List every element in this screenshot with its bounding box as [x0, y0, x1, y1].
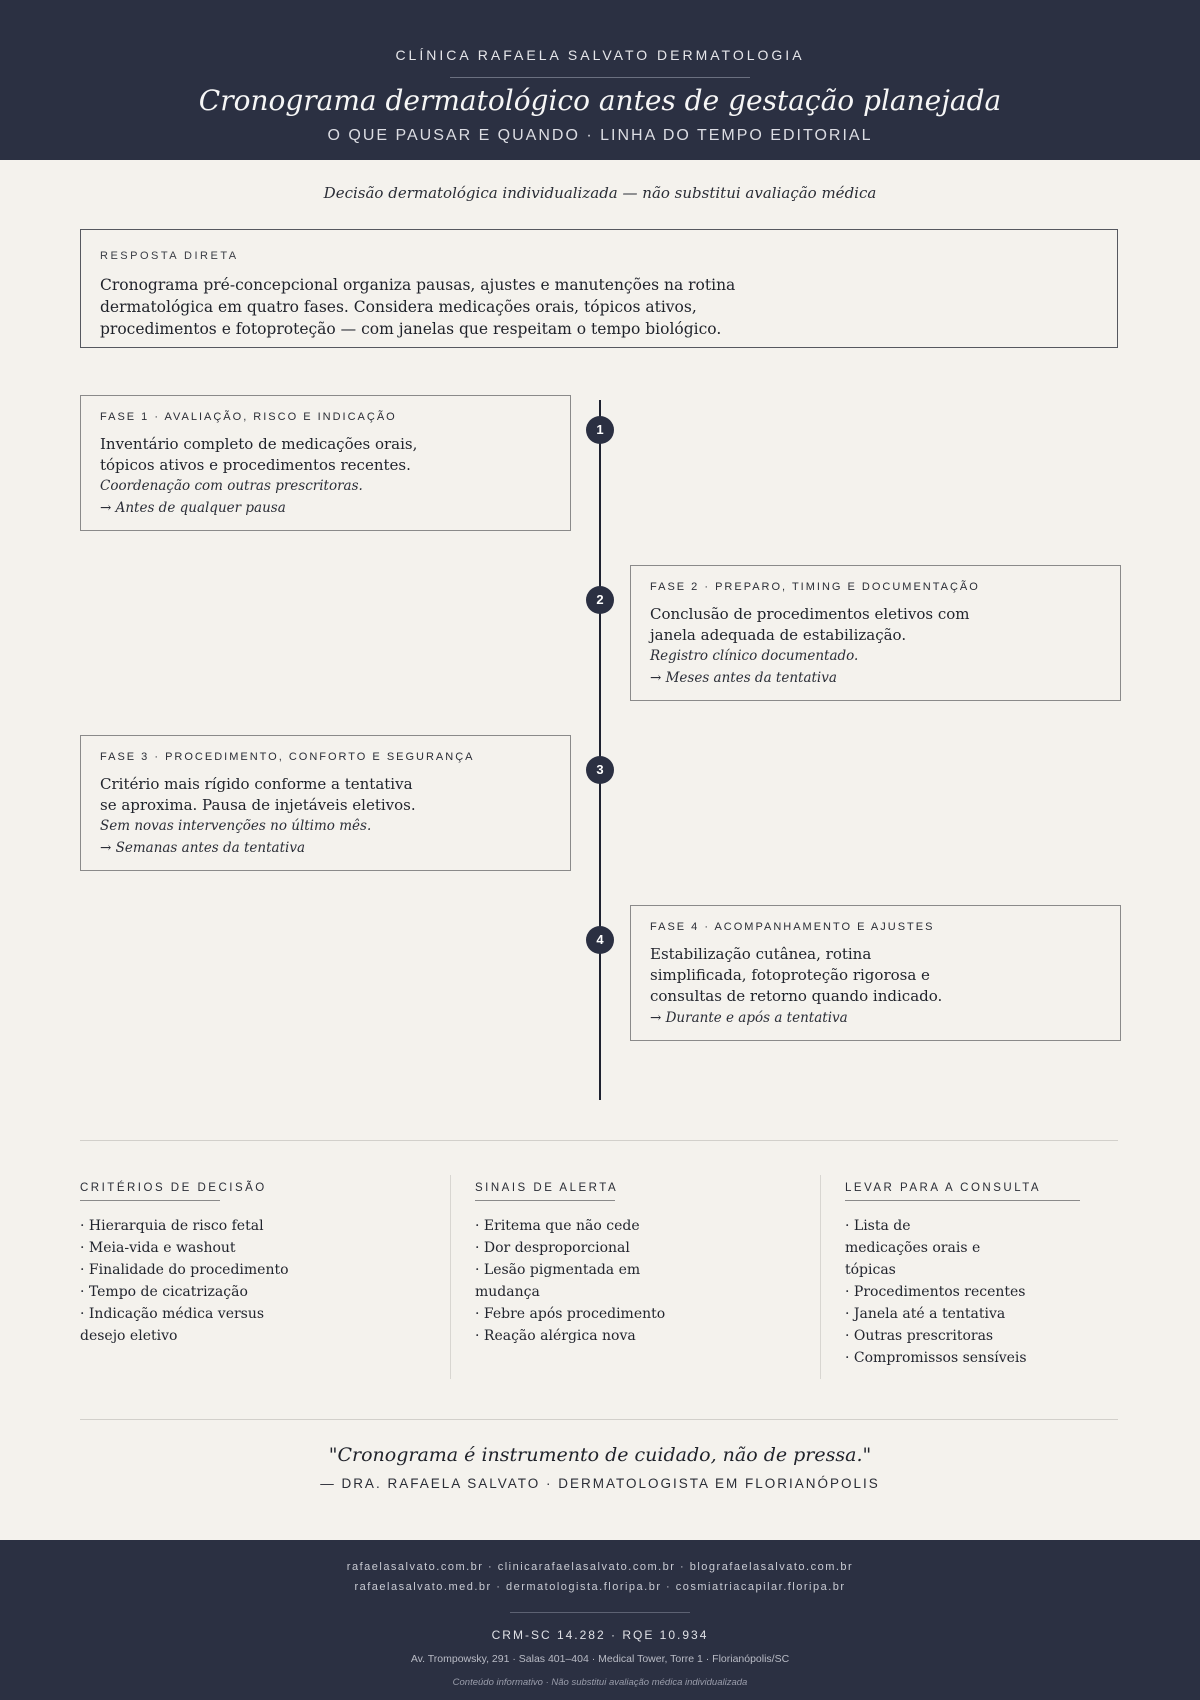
list-item: · Eritema que não cede [475, 1218, 640, 1234]
footer-links-line-1: rafaelasalvato.com.br · clinicarafaelasalvato.com.br · blografaelasalvato.com.br [346, 1561, 854, 1573]
alerts-title: SINAIS DE ALERTA [475, 1182, 615, 1201]
page-footer [0, 1540, 1200, 1700]
header-divider [450, 77, 750, 78]
phase-1-text: Inventário completo de medicações orais, tópicos ativos e procedimentos recentes. [100, 435, 418, 474]
phase-1-card [80, 395, 571, 531]
criteria-column [80, 1176, 330, 1347]
phase-2-marker: 2 [586, 586, 614, 614]
consultation-column [845, 1176, 1095, 1369]
quote-text: "Cronograma é instrumento de cuidado, não de pressa." [328, 1444, 872, 1466]
list-item: · Meia-vida e washout [80, 1240, 236, 1256]
section-divider [80, 1140, 1118, 1141]
phase-2-label: FASE 2 · PREPARO, TIMING E DOCUMENTAÇÃO [650, 581, 980, 593]
consultation-title: LEVAR PARA A CONSULTA [845, 1182, 1080, 1201]
list-item: · Tempo de cicatrização [80, 1284, 248, 1300]
phase-3-label: FASE 3 · PROCEDIMENTO, CONFORTO E SEGURANÇA [100, 751, 475, 763]
criteria-list [80, 1215, 330, 1347]
list-item: · Compromissos sensíveis [845, 1350, 1027, 1366]
phase-4-card [630, 905, 1121, 1041]
phase-4-label: FASE 4 · ACOMPANHAMENTO E AJUSTES [650, 921, 935, 933]
phase-1-label: FASE 1 · AVALIAÇÃO, RISCO E INDICAÇÃO [100, 411, 397, 423]
direct-answer-label: RESPOSTA DIRETA [100, 250, 239, 262]
list-item: · Lesão pigmentada em mudança [475, 1262, 641, 1300]
list-item: · Indicação médica versus desejo eletivo [80, 1306, 265, 1344]
timeline-line [599, 400, 601, 1100]
list-item: · Febre após procedimento [475, 1306, 666, 1322]
footer-links-line-2: rafaelasalvato.med.br · dermatologista.floripa.br · cosmiatriacapilar.floripa.br [354, 1581, 846, 1593]
list-item: · Hierarquia de risco fetal [80, 1218, 264, 1234]
phase-3-card [80, 735, 571, 871]
clinic-name: CLÍNICA RAFAELA SALVATO DERMATOLOGIA [395, 47, 805, 63]
list-item: · Dor desproporcional [475, 1240, 630, 1256]
phase-2-card [630, 565, 1121, 701]
quote-author: — DRA. RAFAELA SALVATO · DERMATOLOGISTA EM FLORIANÓPOLIS [320, 1476, 880, 1491]
list-item: · Reação alérgica nova [475, 1328, 636, 1344]
footer-note: Conteúdo informativo · Não substitui avaliação médica individualizada [452, 1677, 748, 1688]
list-item: · Procedimentos recentes [845, 1284, 1026, 1300]
footer-address: Av. Trompowsky, 291 · Salas 401–404 · Medical Tower, Torre 1 · Florianópolis/SC [410, 1653, 790, 1665]
consultation-list [845, 1215, 1095, 1369]
list-item: · Lista de medicações orais e tópicas [845, 1218, 981, 1278]
footer-divider [510, 1612, 690, 1613]
phase-3-timing: → Semanas antes da tentativa [100, 840, 306, 856]
section-divider [80, 1419, 1118, 1420]
list-item: · Finalidade do procedimento [80, 1262, 289, 1278]
phase-4-marker: 4 [586, 926, 614, 954]
criteria-title: CRITÉRIOS DE DECISÃO [80, 1182, 220, 1201]
page-header [0, 0, 1200, 160]
phase-2-timing: → Meses antes da tentativa [650, 670, 837, 686]
phase-3-note: Sem novas intervenções no último mês. [100, 818, 372, 834]
phase-1-note: Coordenação com outras prescritoras. [100, 478, 363, 494]
alerts-column [475, 1176, 725, 1347]
list-item: · Janela até a tentativa [845, 1306, 1006, 1322]
alerts-list [475, 1215, 725, 1347]
page-subtitle: O QUE PAUSAR E QUANDO · LINHA DO TEMPO EDITORIAL [327, 127, 873, 144]
phase-4-timing: → Durante e após a tentativa [650, 1010, 848, 1026]
column-divider [820, 1175, 821, 1379]
phase-3-text: Critério mais rígido conforme a tentativa se aproxima. Pausa de injetáveis eletivos. [100, 775, 416, 814]
column-divider [450, 1175, 451, 1379]
phase-3-marker: 3 [586, 756, 614, 784]
list-item: · Outras prescritoras [845, 1328, 994, 1344]
phase-4-text: Estabilização cutânea, rotina simplificada, fotoproteção rigorosa e consultas de retorno quando indicado. [650, 945, 943, 1005]
phase-2-text: Conclusão de procedimentos eletivos com janela adequada de estabilização. [650, 605, 970, 644]
direct-answer-box [80, 229, 1118, 348]
disclaimer: Decisão dermatológica individualizada — não substitui avaliação médica [323, 184, 877, 202]
footer-crm: CRM-SC 14.282 · RQE 10.934 [491, 1628, 709, 1642]
phase-2-note: Registro clínico documentado. [650, 648, 859, 664]
direct-answer-text: Cronograma pré-concepcional organiza pausas, ajustes e manutenções na rotina dermatológica em quatro fases. Considera medicações orais, tópicos ativos, procedimentos e fotoproteção — com janelas que respeitam o tempo biológico. [100, 276, 736, 338]
phase-1-marker: 1 [586, 416, 614, 444]
phase-1-timing: → Antes de qualquer pausa [100, 500, 286, 516]
page-title: Cronograma dermatológico antes de gestação planejada [198, 84, 1002, 117]
